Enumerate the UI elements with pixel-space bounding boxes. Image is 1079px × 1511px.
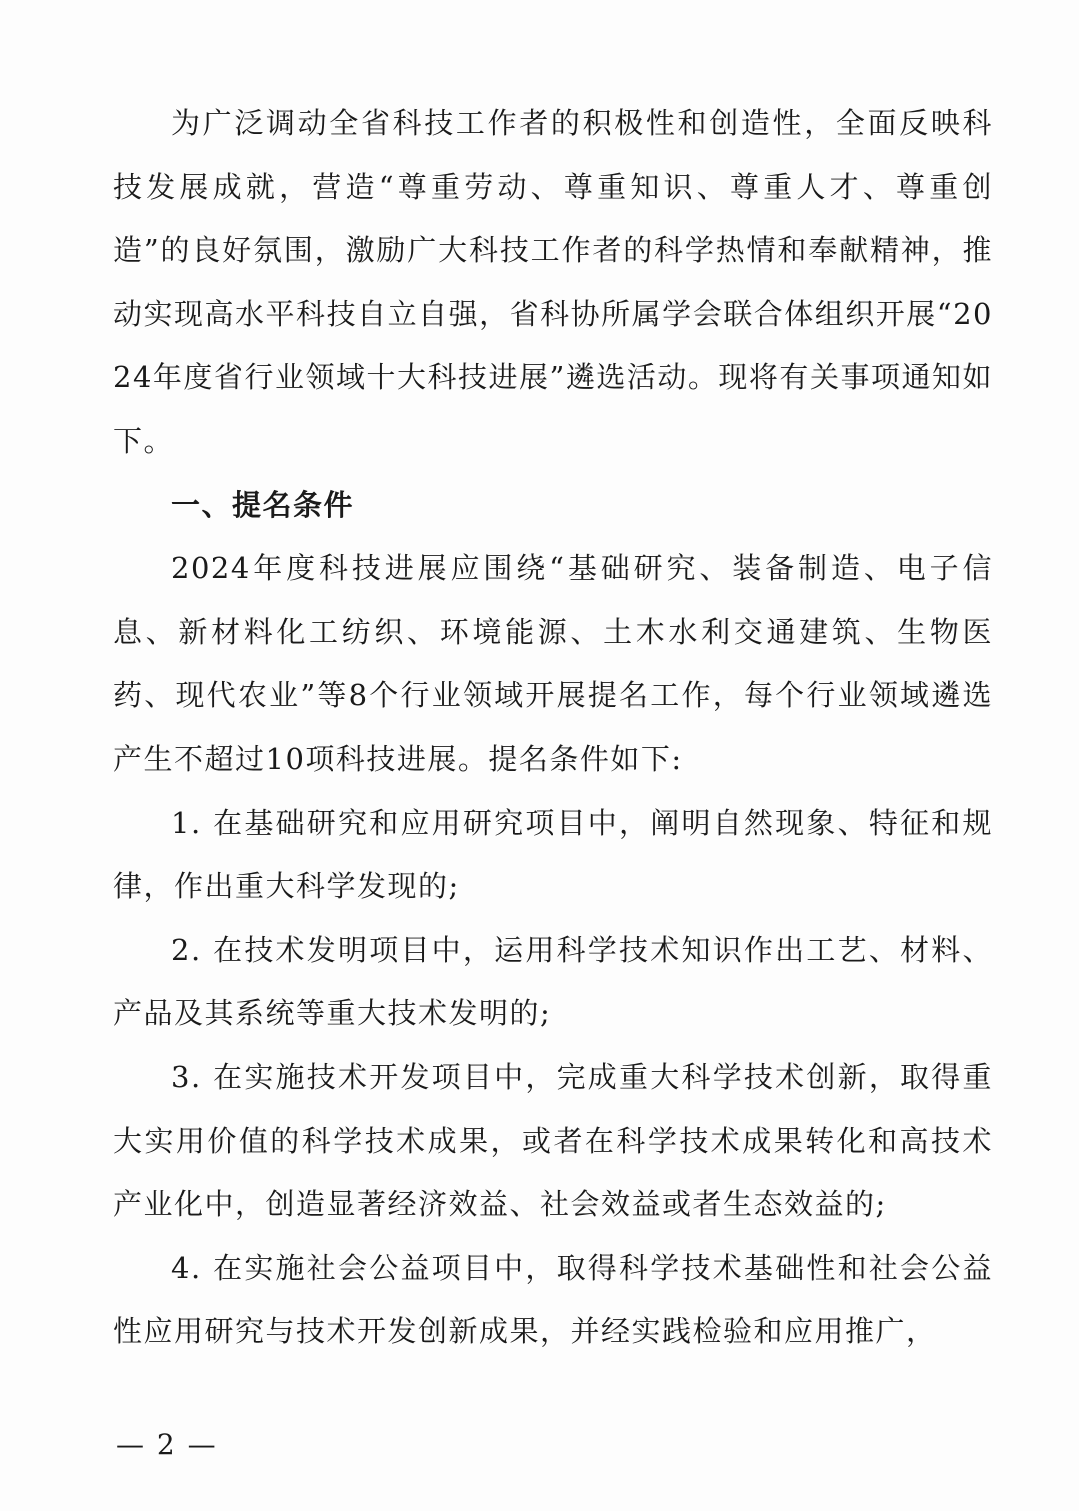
condition-item-4: 4. 在实施社会公益项目中，取得科学技术基础性和社会公益性应用研究与技术开发创新成果，并经实践检验和应用推广，	[113, 1250, 993, 1349]
condition-item-3: 3. 在实施技术开发项目中，完成重大科学技术创新，取得重大实用价值的科学技术成果，或者在科学技术成果转化和高技术产业化中，创造显著经济效益、社会效益或者生态效益的;	[113, 1059, 993, 1222]
conditions-intro-paragraph: 2024年度科技进展应围绕“基础研究、装备制造、电子信息、新材料化工纺织、环境能源、土木水利交通建筑、生物医药、现代农业”等8个行业领域开展提名工作，每个行业领域遴选产生不超过10项科技进展。提名条件如下:	[113, 551, 993, 776]
condition-item-2: 2. 在技术发明项目中，运用科学技术知识作出工艺、材料、产品及其系统等重大技术发明的;	[113, 932, 993, 1031]
section-heading-nomination-conditions: 一、提名条件	[171, 487, 355, 522]
condition-item-1: 1. 在基础研究和应用研究项目中，阐明自然现象、特征和规律，作出重大科学发现的;	[113, 805, 993, 904]
document-body	[113, 92, 993, 1364]
intro-paragraph: 为广泛调动全省科技工作者的积极性和创造性，全面反映科技发展成就，营造“尊重劳动、尊重知识、尊重人才、尊重创造”的良好氛围，激励广大科技工作者的科学热情和奉献精神，推动实现高水平科技自立自强，省科协所属学会联合体组织开展“2024年度省行业领域十大科技进展”遴选活动。现将有关事项通知如下。	[113, 106, 993, 458]
page-number: — 2 —	[116, 1428, 218, 1461]
